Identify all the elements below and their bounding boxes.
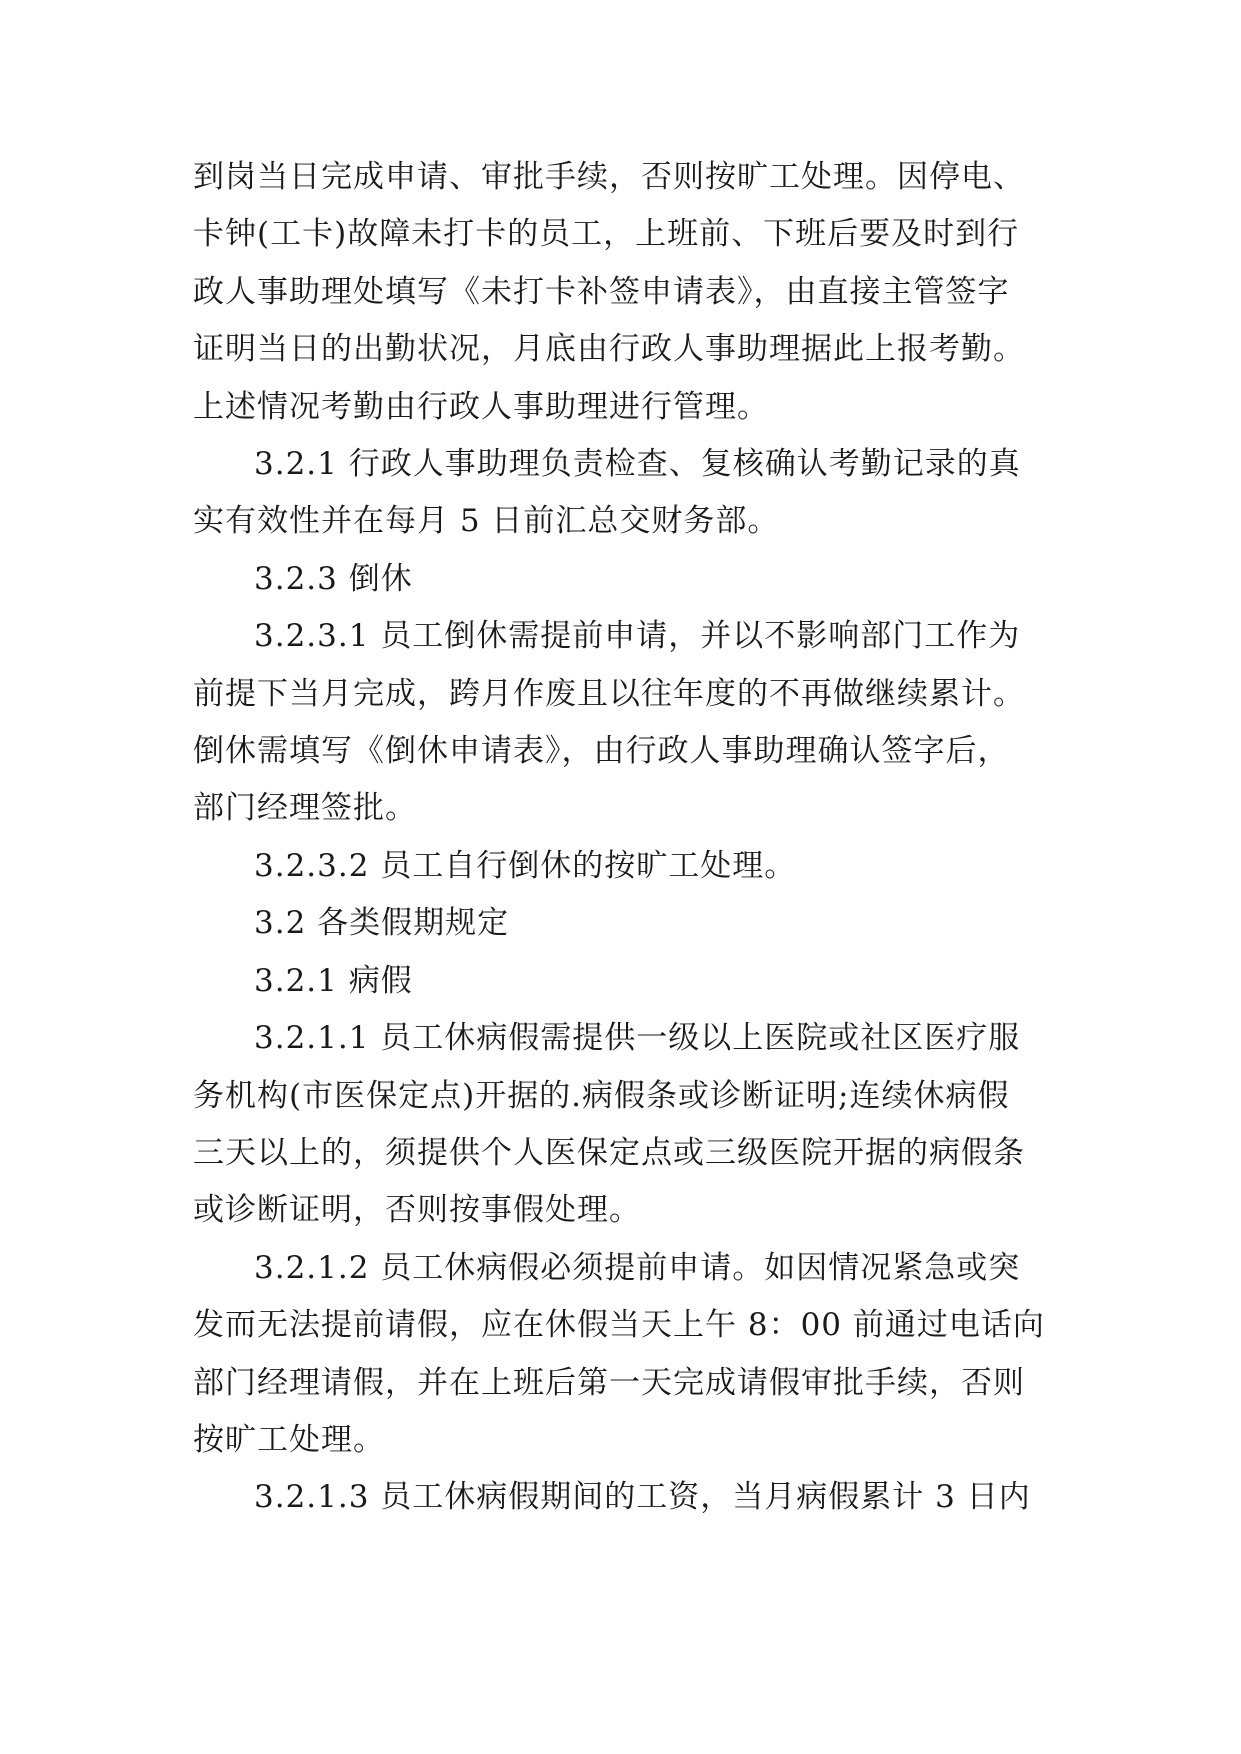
text-line: 发而无法提前请假，应在休假当天上午 8：00 前通过电话向 xyxy=(193,1307,1045,1343)
text-line: 按旷工处理。 xyxy=(193,1422,385,1458)
text-line: 证明当日的出勤状况，月底由行政人事助理据此上报考勤。 xyxy=(193,331,1025,367)
text-line: 务机构(市医保定点)开据的.病假条或诊断证明;连续休病假 xyxy=(193,1078,1010,1114)
section-heading-line: 3.2.3.2 员工自行倒休的按旷工处理。 xyxy=(254,848,797,884)
section-heading-line: 3.2.1.3 员工休病假期间的工资，当月病假累计 3 日内 xyxy=(254,1479,1031,1515)
text-line: 或诊断证明，否则按事假处理。 xyxy=(193,1192,641,1228)
text-line: 到岗当日完成申请、审批手续，否则按旷工处理。因停电、 xyxy=(193,159,1025,195)
text-line: 上述情况考勤由行政人事助理进行管理。 xyxy=(193,389,769,425)
text-line: 三天以上的，须提供个人医保定点或三级医院开据的病假条 xyxy=(193,1135,1025,1171)
text-line: 政人事助理处填写《未打卡补签申请表》，由直接主管签字 xyxy=(193,274,1010,310)
section-heading: 3.2 各类假期规定 xyxy=(254,905,510,941)
text-line: 倒休需填写《倒休申请表》，由行政人事助理确认签字后， xyxy=(193,733,1010,769)
section-heading: 3.2.1 病假 xyxy=(254,963,413,999)
section-heading-line: 3.2.1.2 员工休病假必须提前申请。如因情况紧急或突 xyxy=(254,1250,1021,1286)
text-line: 卡钟(工卡)故障未打卡的员工，上班前、下班后要及时到行 xyxy=(193,216,1020,252)
section-heading-line: 3.2.3.1 员工倒休需提前申请，并以不影响部门工作为 xyxy=(254,618,1021,654)
text-line: 部门经理请假，并在上班后第一天完成请假审批手续，否则 xyxy=(193,1365,1025,1401)
section-heading-line: 3.2.1.1 员工休病假需提供一级以上医院或社区医疗服 xyxy=(254,1020,1021,1056)
section-heading: 3.2.3 倒休 xyxy=(254,561,413,597)
section-heading-line: 3.2.1 行政人事助理负责检查、复核确认考勤记录的真 xyxy=(254,446,1021,482)
text-line: 前提下当月完成，跨月作废且以往年度的不再做继续累计。 xyxy=(193,676,1025,712)
text-line: 实有效性并在每月 5 日前汇总交财务部。 xyxy=(193,503,780,539)
text-line: 部门经理签批。 xyxy=(193,790,417,826)
